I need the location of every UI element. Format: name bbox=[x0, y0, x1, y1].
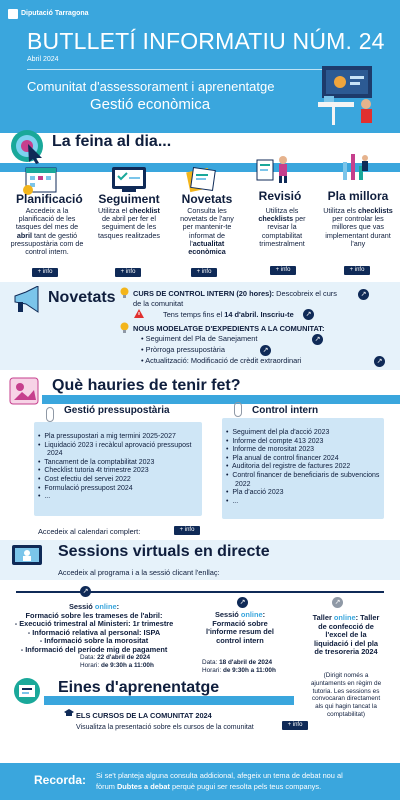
session2-label: Sessió online: bbox=[214, 610, 266, 619]
session1-line: - Informació del període mig de pagament bbox=[20, 644, 168, 654]
diputacio-logo bbox=[8, 7, 89, 20]
gestio-item: • Cost efectiu del servei 2022 bbox=[38, 475, 131, 483]
session1-card bbox=[6, 603, 182, 655]
control-intern-title: Control intern bbox=[252, 405, 319, 416]
header-subtitle-topic: Gestió econòmica bbox=[90, 96, 211, 113]
novetats-bullet: • Actualització: Modificació de crèdit extraordinari bbox=[141, 356, 302, 365]
megaphone-icon bbox=[12, 286, 42, 314]
sanejament-link-icon[interactable]: ↗ bbox=[312, 334, 323, 345]
session2-schedule: Data: 18 d'abril de 2024 Horari: de 9:30h a 11:00h bbox=[202, 659, 276, 674]
session3-line: de tresoreria 2024 bbox=[314, 647, 378, 657]
session2-link-icon[interactable]: ↗ bbox=[237, 597, 248, 608]
control-item: • Pla d'acció 2023 bbox=[226, 489, 284, 497]
courses-info-button[interactable]: + info bbox=[282, 721, 308, 730]
lightbulb-icon bbox=[120, 322, 129, 334]
gestio-pressupostaria-title: Gestió pressupostària bbox=[64, 405, 170, 416]
review-person-icon bbox=[255, 152, 295, 184]
video-session-icon bbox=[10, 541, 44, 571]
novetats-title: Novetats bbox=[48, 289, 116, 306]
col-pla-millora-heading: Pla millora bbox=[327, 189, 389, 203]
session3-line: liquidació i del pla bbox=[313, 638, 379, 648]
calendar-text: Accedeix al calendari complert: bbox=[38, 527, 141, 536]
courses-title: ELS CURSOS DE LA COMUNITAT 2024 bbox=[76, 711, 212, 720]
col-revisio-text: Utilitza els checklists per revisar la comptabilitat trimestralment bbox=[258, 206, 306, 248]
bulletin-date: Abril 2024 bbox=[27, 56, 59, 63]
col-seguiment-text: Utilitza el checklist de abril per fer el seguiment de les tasques realitzades bbox=[98, 206, 160, 240]
session1-line: - Informació relativa al personal: ISPA bbox=[27, 627, 161, 637]
session3-label: Taller online: Taller bbox=[312, 613, 380, 622]
learning-tools-icon bbox=[10, 676, 44, 706]
control-list bbox=[226, 429, 382, 506]
quefet-section-bar bbox=[42, 395, 400, 404]
novetats-info-button[interactable]: + info bbox=[191, 268, 217, 277]
session2-line: control intern bbox=[216, 635, 264, 645]
gestio-item: • Checklist tutoria 4t trimestre 2023 bbox=[38, 467, 149, 475]
pla-millora-info-button[interactable]: + info bbox=[344, 266, 370, 275]
session3-link-icon[interactable]: ↗ bbox=[332, 597, 343, 608]
eines-title: Eines d'aprenentatge bbox=[58, 679, 220, 696]
control-item: • Informe de morositat 2023 bbox=[226, 446, 315, 454]
feina-title: La feina al dia... bbox=[52, 133, 172, 150]
session1-line: - Informació sobre la morositat bbox=[39, 636, 149, 646]
control-item: • ... bbox=[226, 497, 239, 505]
logo-mark-icon bbox=[8, 9, 18, 19]
sessions-timeline bbox=[16, 591, 384, 593]
session2-line: l'informe resum del bbox=[206, 627, 274, 637]
novetats-bullet: • Pròrroga pressupostària bbox=[141, 345, 225, 354]
course-link-icon[interactable]: ↗ bbox=[358, 289, 369, 300]
warning-icon bbox=[134, 309, 144, 318]
control-item: • Auditoria del registre de factures 2022 bbox=[226, 463, 351, 471]
header-divider bbox=[27, 69, 327, 70]
calendar-info-button[interactable]: + info bbox=[174, 526, 200, 535]
gestio-item: • ... bbox=[38, 493, 51, 501]
paperclip-icon bbox=[46, 407, 54, 422]
reminder-line1: Si se't planteja alguna consulta addicional, afegeix un tema de debat nou al bbox=[96, 771, 343, 780]
session2-line: Formació sobre bbox=[212, 618, 268, 628]
control-item: • Informe del compte 413 2023 bbox=[226, 437, 324, 445]
col-planificacio-text: Accedeix a la planificació de les tasques del mes de abril tant de gestió pressupostària com de control intern. bbox=[10, 206, 84, 257]
sessions-title: Sessions virtuals en directe bbox=[58, 543, 270, 560]
novetats-deadline: Tens temps fins el 14 d'abril. Inscriu-te bbox=[163, 310, 294, 319]
revisio-info-button[interactable]: + info bbox=[270, 266, 296, 275]
control-item: • Seguiment del pla d'acció 2023 bbox=[226, 429, 330, 436]
novetats-course-line: CURS DE CONTROL INTERN (20 hores): Descobreix el curs bbox=[133, 289, 337, 298]
gestio-item: • Formulació pressupost 2024 bbox=[38, 484, 133, 492]
bulletin-title: BUTLLETÍ INFORMATIU NÚM. 24 bbox=[27, 28, 385, 54]
col-pla-millora-text: Utilitza els checklists per controlar les millores que vas implementant durant l'any bbox=[323, 206, 393, 248]
col-novetats-heading: Novetats bbox=[181, 192, 233, 206]
reminder-label: Recorda: bbox=[34, 773, 87, 787]
seguiment-info-button[interactable]: + info bbox=[115, 268, 141, 277]
control-item: • Control financer de beneficiaris de subvencions 2022 bbox=[226, 471, 380, 488]
session1-link-icon[interactable]: ↗ bbox=[80, 586, 91, 597]
col-revisio-heading: Revisió bbox=[258, 189, 302, 203]
col-seguiment-heading: Seguiment bbox=[98, 192, 160, 206]
classroom-illustration-icon bbox=[314, 62, 384, 128]
sessions-intro: Accedeix al programa i a la sessió clicant l'enllaç: bbox=[58, 568, 220, 577]
reminder-footer bbox=[0, 763, 400, 800]
modificacio-link-icon[interactable]: ↗ bbox=[374, 356, 385, 367]
header-subtitle: Comunitat d'assessorament i aprenentatge bbox=[27, 79, 275, 94]
paperclip-icon bbox=[234, 402, 242, 417]
forum-link[interactable]: Dubtes a debat bbox=[116, 782, 170, 791]
target-cursor-icon bbox=[8, 128, 46, 164]
courses-text: Visualitza la presentació sobre els cursos de la comunitat bbox=[76, 724, 254, 731]
control-item: • Pla anual de control financer 2024 bbox=[226, 454, 339, 462]
quefet-title: Què hauries de tenir fet? bbox=[52, 377, 241, 394]
photo-check-icon bbox=[8, 374, 42, 408]
session1-label: Sessió online: bbox=[68, 602, 120, 611]
col-novetats-text: Consulta les novetats de l'any per mantenir-te informat de l'actualitat econòmica bbox=[180, 206, 234, 257]
novetats-course-line2: de la comunitat bbox=[133, 299, 184, 308]
header-banner bbox=[0, 0, 400, 133]
gestio-item: • Tancament de la comptabilitat 2023 bbox=[38, 458, 155, 466]
planificacio-info-button[interactable]: + info bbox=[32, 268, 58, 277]
gestio-item: • Pla pressupostari a mig termini 2025-2027 bbox=[38, 433, 176, 440]
prorroga-link-icon[interactable]: ↗ bbox=[260, 345, 271, 356]
session1-schedule: Data: 22 d'abril de 2024 Horari: de 9:30h a 11:00h bbox=[80, 654, 154, 669]
reminder-line2: fòrum Dubtes a debat perquè pugui ser resolta pels teus companys. bbox=[96, 782, 322, 791]
session1-line: Formació sobre les trameses de l'abril: bbox=[25, 610, 163, 620]
session3-line: l'excel de la bbox=[325, 630, 367, 640]
eines-section-bar bbox=[44, 696, 294, 705]
gestio-item: • Liquidació 2023 i recàlcul aprovació pressupost 2024 bbox=[38, 441, 192, 458]
session3-line: de confecció de bbox=[318, 621, 374, 631]
enrol-link-icon[interactable]: ↗ bbox=[303, 309, 314, 320]
gestio-list bbox=[38, 433, 200, 502]
novetats-models-heading: NOUS MODELATGE D'EXPEDIENTS A LA COMUNITAT: bbox=[133, 324, 325, 333]
improvement-plan-icon bbox=[333, 152, 373, 184]
session3-note: (Dirigit només a ajuntaments en règim de tutoria. Les sessions es convocaran directament als qui hagin tancat la comptabilitat) bbox=[310, 672, 382, 718]
session1-line: - Execució trimestral al Ministeri: 1r trimestre bbox=[14, 619, 174, 629]
col-planificacio-heading: Planificació bbox=[16, 192, 83, 206]
graduation-cap-icon bbox=[64, 708, 74, 718]
logo-text: Diputació Tarragona bbox=[21, 10, 89, 17]
novetats-bullet: • Seguiment del Pla de Sanejament bbox=[141, 334, 258, 343]
session3-card bbox=[296, 614, 396, 657]
lightbulb-icon bbox=[120, 287, 129, 299]
session2-card bbox=[198, 611, 282, 645]
